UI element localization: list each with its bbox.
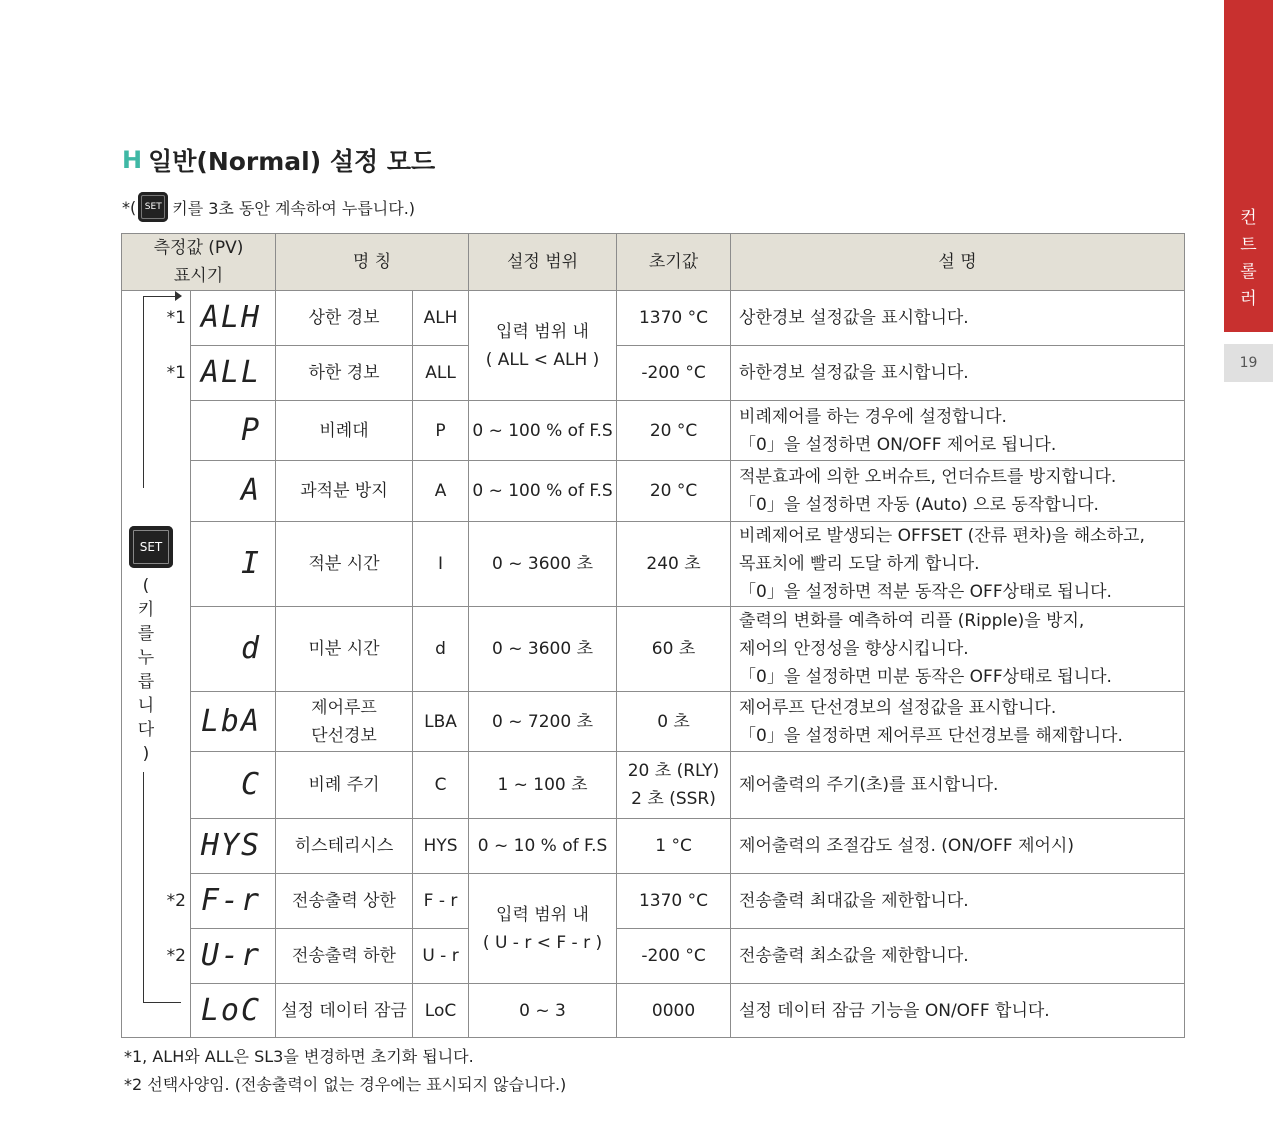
param-code: LoC [413, 984, 469, 1038]
table-row [122, 692, 1185, 752]
param-range: 0 ~ 100 % of F.S [469, 461, 617, 522]
segment-display: LbA [191, 692, 276, 752]
note-cell [122, 929, 191, 984]
param-range: 0 ~ 100 % of F.S [469, 401, 617, 461]
note-cell [122, 291, 191, 346]
param-range: 0 ~ 3600 초 [469, 607, 617, 692]
param-name: 설정 데이터 잠금 [276, 984, 413, 1038]
param-initial: 1 °C [617, 819, 731, 874]
param-initial: -200 °C [617, 929, 731, 984]
param-initial: 0000 [617, 984, 731, 1038]
segment-display: LoC [191, 984, 276, 1038]
param-initial: 20 °C [617, 461, 731, 522]
param-range: 0 ~ 3 [469, 984, 617, 1038]
note-marker: *1 [166, 308, 186, 329]
param-initial: 20 °C [617, 401, 731, 461]
param-name: 전송출력 하한 [276, 929, 413, 984]
param-name: 하한 경보 [276, 346, 413, 401]
param-description: 전송출력 최소값을 제한합니다. [731, 929, 1185, 984]
param-initial: 1370 °C [617, 291, 731, 346]
note-marker: *2 [166, 946, 186, 966]
segment-display: A [191, 461, 276, 522]
param-range: 0 ~ 7200 초 [469, 692, 617, 752]
param-code: LBA [413, 692, 469, 752]
footnotes [124, 1043, 566, 1099]
note-cell [122, 819, 191, 874]
param-code: C [413, 752, 469, 819]
footnote-2: *2 선택사양임. (전송출력이 없는 경우에는 표시되지 않습니다.) [124, 1075, 567, 1094]
header-range: 설정 범위 [469, 234, 617, 291]
header-name: 명 칭 [276, 234, 469, 291]
side-tab-label: 컨트롤러 [1240, 208, 1257, 309]
param-initial: 1370 °C [617, 874, 731, 929]
param-code: ALH [413, 291, 469, 346]
param-name: 비례대 [276, 401, 413, 461]
segment-display: I [191, 522, 276, 607]
segment-display: ALH [191, 291, 276, 346]
param-code: A [413, 461, 469, 522]
set-key-icon: SET [138, 192, 168, 222]
table-row [122, 874, 1185, 929]
param-description: 상한경보 설정값을 표시합니다. [731, 291, 1185, 346]
table-row [122, 346, 1185, 401]
param-description: 제어출력의 주기(초)를 표시합니다. [731, 752, 1185, 819]
param-name: 과적분 방지 [276, 461, 413, 522]
param-description: 출력의 변화를 예측하여 리플 (Ripple)을 방지, 제어의 안정성을 향상시킵니다. 「0」을 설정하면 미분 동작은 OFF상태로 됩니다. [731, 607, 1185, 692]
table-row [122, 291, 1185, 346]
param-code: U - r [413, 929, 469, 984]
table-row [122, 401, 1185, 461]
param-range: 0 ~ 10 % of F.S [469, 819, 617, 874]
param-range: 입력 범위 내 ( ALL < ALH ) [469, 291, 617, 401]
side-key-vertical-text: ( 키 를 누 릅 니 다 ) [137, 576, 155, 764]
param-name: 상한 경보 [276, 291, 413, 346]
note-cell [122, 874, 191, 929]
param-code: F - r [413, 874, 469, 929]
param-code: HYS [413, 819, 469, 874]
segment-display: C [191, 752, 276, 819]
param-description: 전송출력 최대값을 제한합니다. [731, 874, 1185, 929]
table-row [122, 929, 1185, 984]
note-cell [122, 401, 191, 461]
table-row [122, 752, 1185, 819]
param-code: I [413, 522, 469, 607]
param-description: 설정 데이터 잠금 기능을 ON/OFF 합니다. [731, 984, 1185, 1038]
param-description: 비례제어로 발생되는 OFFSET (잔류 편차)을 해소하고, 목표치에 빨리 도달 하게 합니다. 「0」을 설정하면 적분 동작은 OFF상태로 됩니다. [731, 522, 1185, 607]
instruction-text: 키를 3초 동안 계속하여 누릅니다.) [172, 198, 416, 218]
param-code: ALL [413, 346, 469, 401]
table-row [122, 984, 1185, 1038]
segment-display: U-r [191, 929, 276, 984]
param-initial: 20 초 (RLY) 2 초 (SSR) [617, 752, 731, 819]
set-key-big-icon: SET [129, 526, 173, 568]
footnote-1: *1, ALH와 ALL은 SL3을 변경하면 초기화 됩니다. [124, 1047, 474, 1066]
settings-table [121, 233, 1185, 1038]
param-name: 비례 주기 [276, 752, 413, 819]
param-name: 적분 시간 [276, 522, 413, 607]
note-cell [122, 752, 191, 819]
param-code: P [413, 401, 469, 461]
param-code: d [413, 607, 469, 692]
note-cell [122, 692, 191, 752]
note-cell [122, 984, 191, 1038]
param-range: 0 ~ 3600 초 [469, 522, 617, 607]
note-marker: *1 [166, 363, 186, 383]
note-cell [122, 522, 191, 607]
param-description: 비례제어를 하는 경우에 설정합니다. 「0」을 설정하면 ON/OFF 제어로 됩니다. [731, 401, 1185, 461]
section-side-tab [1224, 0, 1273, 332]
param-initial: 240 초 [617, 522, 731, 607]
segment-display: HYS [191, 819, 276, 874]
section-title [122, 140, 435, 180]
param-range: 1 ~ 100 초 [469, 752, 617, 819]
param-initial: 0 초 [617, 692, 731, 752]
segment-display: F-r [191, 874, 276, 929]
param-name: 미분 시간 [276, 607, 413, 692]
param-range: 입력 범위 내 ( U - r < F - r ) [469, 874, 617, 984]
param-description: 적분효과에 의한 오버슈트, 언더슈트를 방지합니다. 「0」을 설정하면 자동 (Auto) 으로 동작합니다. [731, 461, 1185, 522]
table-row [122, 461, 1185, 522]
note-cell [122, 607, 191, 692]
page-title: 일반(Normal) 설정 모드 [148, 147, 436, 176]
segment-display: d [191, 607, 276, 692]
note-cell [122, 346, 191, 401]
param-initial: 60 초 [617, 607, 731, 692]
header-description: 설 명 [731, 234, 1185, 291]
section-bullet-icon: H [122, 146, 143, 174]
instruction-prefix: *( [122, 197, 137, 217]
table-row [122, 607, 1185, 692]
page-number: 19 [1224, 344, 1273, 382]
param-initial: -200 °C [617, 346, 731, 401]
segment-display: ALL [191, 346, 276, 401]
param-name: 전송출력 상한 [276, 874, 413, 929]
instruction-line [122, 192, 415, 222]
segment-display: P [191, 401, 276, 461]
param-description: 제어출력의 조절감도 설정. (ON/OFF 제어시) [731, 819, 1185, 874]
header-initial: 초기값 [617, 234, 731, 291]
param-description: 하한경보 설정값을 표시합니다. [731, 346, 1185, 401]
table-row [122, 819, 1185, 874]
param-name: 제어루프 단선경보 [276, 692, 413, 752]
param-name: 히스테리시스 [276, 819, 413, 874]
note-marker: *2 [166, 891, 186, 911]
note-cell [122, 461, 191, 522]
table-row [122, 522, 1185, 607]
header-display: 측정값 (PV) 표시기 [122, 234, 276, 291]
param-description: 제어루프 단선경보의 설정값을 표시합니다. 「0」을 설정하면 제어루프 단선경보를 해제합니다. [731, 692, 1185, 752]
